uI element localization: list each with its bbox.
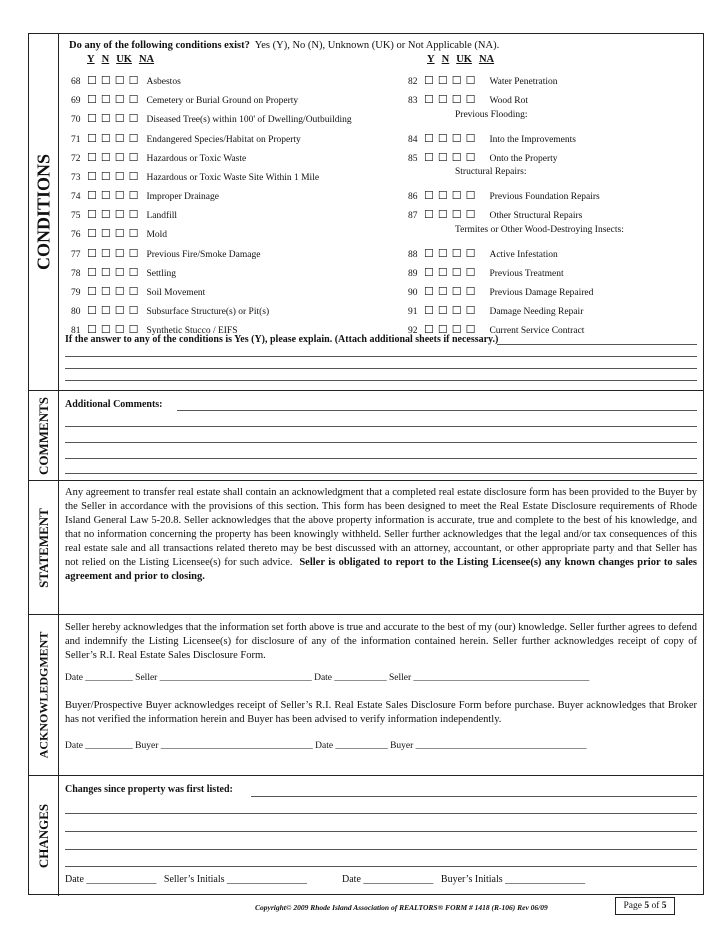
copyright-footer: Copyright© 2009 Rhode Island Association of REALTORS® FORM # 1418 (R-106) Rev 06/09 [255, 903, 548, 912]
changes-line[interactable] [65, 813, 697, 814]
condition-item-89 [408, 266, 564, 279]
condition-number: 84 [408, 135, 418, 145]
explain-line[interactable] [65, 356, 697, 357]
condition-number: 68 [71, 77, 81, 87]
condition-item-74 [71, 189, 219, 202]
explain-line[interactable] [65, 368, 697, 369]
comments-line[interactable] [65, 458, 697, 459]
conditions-section [29, 34, 703, 391]
condition-checkboxes[interactable]: ☐☐☐☐ [87, 248, 143, 260]
condition-number: 70 [71, 115, 81, 125]
condition-checkboxes[interactable]: ☐☐☐☐ [424, 248, 480, 260]
condition-checkboxes[interactable]: ☐☐☐☐ [424, 305, 480, 317]
condition-number: 79 [71, 288, 81, 298]
condition-item-77 [71, 247, 260, 260]
condition-item-82 [408, 74, 558, 87]
condition-checkboxes[interactable]: ☐☐☐☐ [87, 152, 143, 164]
condition-label: Previous Damage Repaired [489, 288, 594, 298]
condition-checkboxes[interactable]: ☐☐☐☐ [87, 94, 143, 106]
condition-item-79 [71, 285, 205, 298]
condition-label: Diseased Tree(s) within 100' of Dwelling/Outbuilding [146, 115, 352, 125]
condition-number: 71 [71, 135, 81, 145]
seller-acknowledgment-text: Seller hereby acknowledges that the information set forth above is true and accurate to the best of my (our) knowledge. Seller further agrees to defend and indemnify the Listing Licensee(s) for disclosure of any of the information contained herein. Seller further acknowledges receipt of copy of Seller’s R.I. Real Estate Sales Disclosure Form. [65, 622, 697, 661]
condition-number: 90 [408, 288, 418, 298]
condition-item-80 [71, 304, 269, 317]
condition-label: Water Penetration [489, 77, 558, 87]
condition-checkboxes[interactable]: ☐☐☐☐ [424, 286, 480, 298]
condition-number: 83 [408, 96, 418, 106]
statement-section [29, 481, 703, 615]
acknowledgment-side-label: ACKNOWLEDGMENT [29, 615, 59, 775]
changes-label: Changes since property was first listed: [65, 784, 233, 795]
condition-checkboxes[interactable]: ☐☐☐☐ [424, 152, 480, 164]
condition-number: 80 [71, 307, 81, 317]
condition-checkboxes[interactable]: ☐☐☐☐ [424, 324, 480, 336]
condition-label: Active Infestation [489, 250, 558, 260]
comments-line[interactable] [65, 442, 697, 443]
condition-number: 72 [71, 154, 81, 164]
condition-label: Settling [146, 269, 177, 279]
changes-line[interactable] [65, 866, 697, 867]
buyer-signature-line[interactable]: Date __________ Buyer ________________________________ Date ___________ Buyer ____________________________________ [65, 741, 587, 751]
seller-signature-line[interactable]: Date __________ Seller ________________________________ Date ___________ Seller _____________________________________ [65, 673, 590, 683]
condition-checkboxes[interactable]: ☐☐☐☐ [87, 324, 143, 336]
condition-item-68 [71, 74, 181, 87]
condition-checkboxes[interactable]: ☐☐☐☐ [424, 133, 480, 145]
subhead-flooding: Previous Flooding: [455, 110, 528, 120]
condition-item-87 [408, 208, 582, 221]
condition-number: 89 [408, 269, 418, 279]
condition-label: Cemetery or Burial Ground on Property [146, 96, 299, 106]
condition-label: Endangered Species/Habitat on Property [146, 135, 301, 145]
page-number-box: Page 5 of 5 [615, 897, 675, 915]
comments-line[interactable] [65, 426, 697, 427]
condition-checkboxes[interactable]: ☐☐☐☐ [424, 209, 480, 221]
condition-number: 85 [408, 154, 418, 164]
form-frame [28, 33, 704, 895]
comments-line[interactable] [65, 473, 697, 474]
buyer-acknowledgment-text: Buyer/Prospective Buyer acknowledges receipt of Seller’s R.I. Real Estate Sales Disclosure Form before purchase. Buyer acknowledges that Broker has not verified the information herein and Buyer has been advised to verify information independently. [65, 700, 697, 725]
condition-label: Onto the Property [489, 154, 558, 164]
condition-item-83 [408, 93, 528, 106]
subhead-structural: Structural Repairs: [455, 167, 527, 177]
changes-initials-line[interactable]: Date ______________ Seller’s Initials ________________ Date ______________ Buyer’s Initials ________________ [65, 874, 586, 885]
condition-label: Other Structural Repairs [489, 211, 583, 221]
condition-number: 91 [408, 307, 418, 317]
condition-number: 78 [71, 269, 81, 279]
comments-section [29, 391, 703, 481]
condition-checkboxes[interactable]: ☐☐☐☐ [87, 171, 143, 183]
condition-number: 81 [71, 326, 81, 336]
condition-item-76 [71, 227, 167, 240]
condition-label: Previous Treatment [489, 269, 564, 279]
condition-item-86 [408, 189, 600, 202]
condition-item-88 [408, 247, 558, 260]
explain-line[interactable] [65, 380, 697, 381]
condition-number: 88 [408, 250, 418, 260]
changes-line[interactable] [65, 831, 697, 832]
condition-label: Landfill [146, 211, 178, 221]
condition-label: Mold [146, 230, 168, 240]
condition-item-85 [408, 151, 558, 164]
changes-side-label: CHANGES [29, 776, 59, 896]
condition-checkboxes[interactable]: ☐☐☐☐ [424, 190, 480, 202]
condition-item-71 [71, 132, 301, 145]
condition-number: 82 [408, 77, 418, 87]
statement-text: Any agreement to transfer real estate shall contain an acknowledgment that a completed real estate disclosure form has been provided to the Buyer by the Seller in accordance with the provisions of this section. This form has been designed to meet the Real Estate Disclosure requirements of Rhode Island General Law 5-20.8. Seller acknowledges that the above property information is accurate, true and complete to the best of his knowledge, and that no information concerning the property has been knowingly withheld. Seller further acknowledges that the legal and/or tax consequences of this real estate sale and all transactions related thereto may be best discussed with an attorney, accountant, or other appropriate party and that Seller has not relied on the Listing Licensee(s) for such advice. Seller is obligated to report to the Listing Licensee(s) any known changes prior to sales agreement and prior to closing. [65, 487, 697, 582]
condition-item-73 [71, 170, 319, 183]
condition-item-90 [408, 285, 593, 298]
comments-side-label: COMMENTS [29, 391, 59, 480]
condition-item-91 [408, 304, 583, 317]
comments-line[interactable] [177, 410, 697, 411]
condition-label: Synthetic Stucco / EIFS [146, 326, 238, 336]
right-column-headers: Y N UK NA [427, 54, 495, 65]
condition-number: 69 [71, 96, 81, 106]
condition-label: Hazardous or Toxic Waste Site Within 1 Mile [146, 173, 320, 183]
comments-label: Additional Comments: [65, 399, 163, 410]
condition-checkboxes[interactable]: ☐☐☐☐ [87, 113, 143, 125]
condition-checkboxes[interactable]: ☐☐☐☐ [87, 305, 143, 317]
condition-label: Into the Improvements [489, 135, 576, 145]
condition-label: Current Service Contract [489, 326, 585, 336]
conditions-side-label: CONDITIONS [29, 34, 59, 390]
changes-line[interactable] [251, 796, 697, 797]
changes-line[interactable] [65, 849, 697, 850]
condition-checkboxes[interactable]: ☐☐☐☐ [87, 209, 143, 221]
explain-instruction: If the answer to any of the conditions is Yes (Y), please explain. (Attach additional sheets if necessary.) [65, 334, 499, 345]
condition-label: Wood Rot [489, 96, 529, 106]
condition-label: Previous Foundation Repairs [489, 192, 600, 202]
condition-checkboxes[interactable]: ☐☐☐☐ [424, 267, 480, 279]
changes-section [29, 776, 703, 896]
condition-item-75 [71, 208, 177, 221]
condition-checkboxes[interactable]: ☐☐☐☐ [87, 190, 143, 202]
condition-label: Damage Needing Repair [489, 307, 584, 317]
condition-number: 86 [408, 192, 418, 202]
condition-item-70 [71, 112, 352, 125]
condition-checkboxes[interactable]: ☐☐☐☐ [87, 75, 143, 87]
condition-item-69 [71, 93, 298, 106]
condition-item-72 [71, 151, 246, 164]
condition-number: 73 [71, 173, 81, 183]
condition-number: 76 [71, 230, 81, 240]
condition-item-84 [408, 132, 576, 145]
condition-label: Soil Movement [146, 288, 206, 298]
condition-checkboxes[interactable]: ☐☐☐☐ [424, 94, 480, 106]
condition-number: 74 [71, 192, 81, 202]
left-column-headers: Y N UK NA [87, 54, 155, 65]
condition-checkboxes[interactable]: ☐☐☐☐ [87, 267, 143, 279]
condition-number: 87 [408, 211, 418, 221]
subhead-termites: Termites or Other Wood-Destroying Insects: [455, 225, 624, 235]
condition-label: Improper Drainage [146, 192, 219, 202]
condition-item-78 [71, 266, 176, 279]
condition-number: 77 [71, 250, 81, 260]
condition-number: 75 [71, 211, 81, 221]
condition-label: Hazardous or Toxic Waste [146, 154, 247, 164]
acknowledgment-section [29, 615, 703, 776]
explain-line[interactable] [497, 344, 697, 345]
condition-label: Subsurface Structure(s) or Pit(s) [146, 307, 270, 317]
condition-number: 92 [408, 326, 418, 336]
condition-label: Asbestos [146, 77, 181, 87]
condition-checkboxes[interactable]: ☐☐☐☐ [87, 133, 143, 145]
condition-checkboxes[interactable]: ☐☐☐☐ [424, 75, 480, 87]
statement-side-label: STATEMENT [29, 481, 59, 614]
conditions-question: Do any of the following conditions exist? Yes (Y), No (N), Unknown (UK) or Not Applicable (NA). [69, 40, 500, 51]
condition-checkboxes[interactable]: ☐☐☐☐ [87, 286, 143, 298]
condition-checkboxes[interactable]: ☐☐☐☐ [87, 228, 143, 240]
condition-label: Previous Fire/Smoke Damage [146, 250, 261, 260]
